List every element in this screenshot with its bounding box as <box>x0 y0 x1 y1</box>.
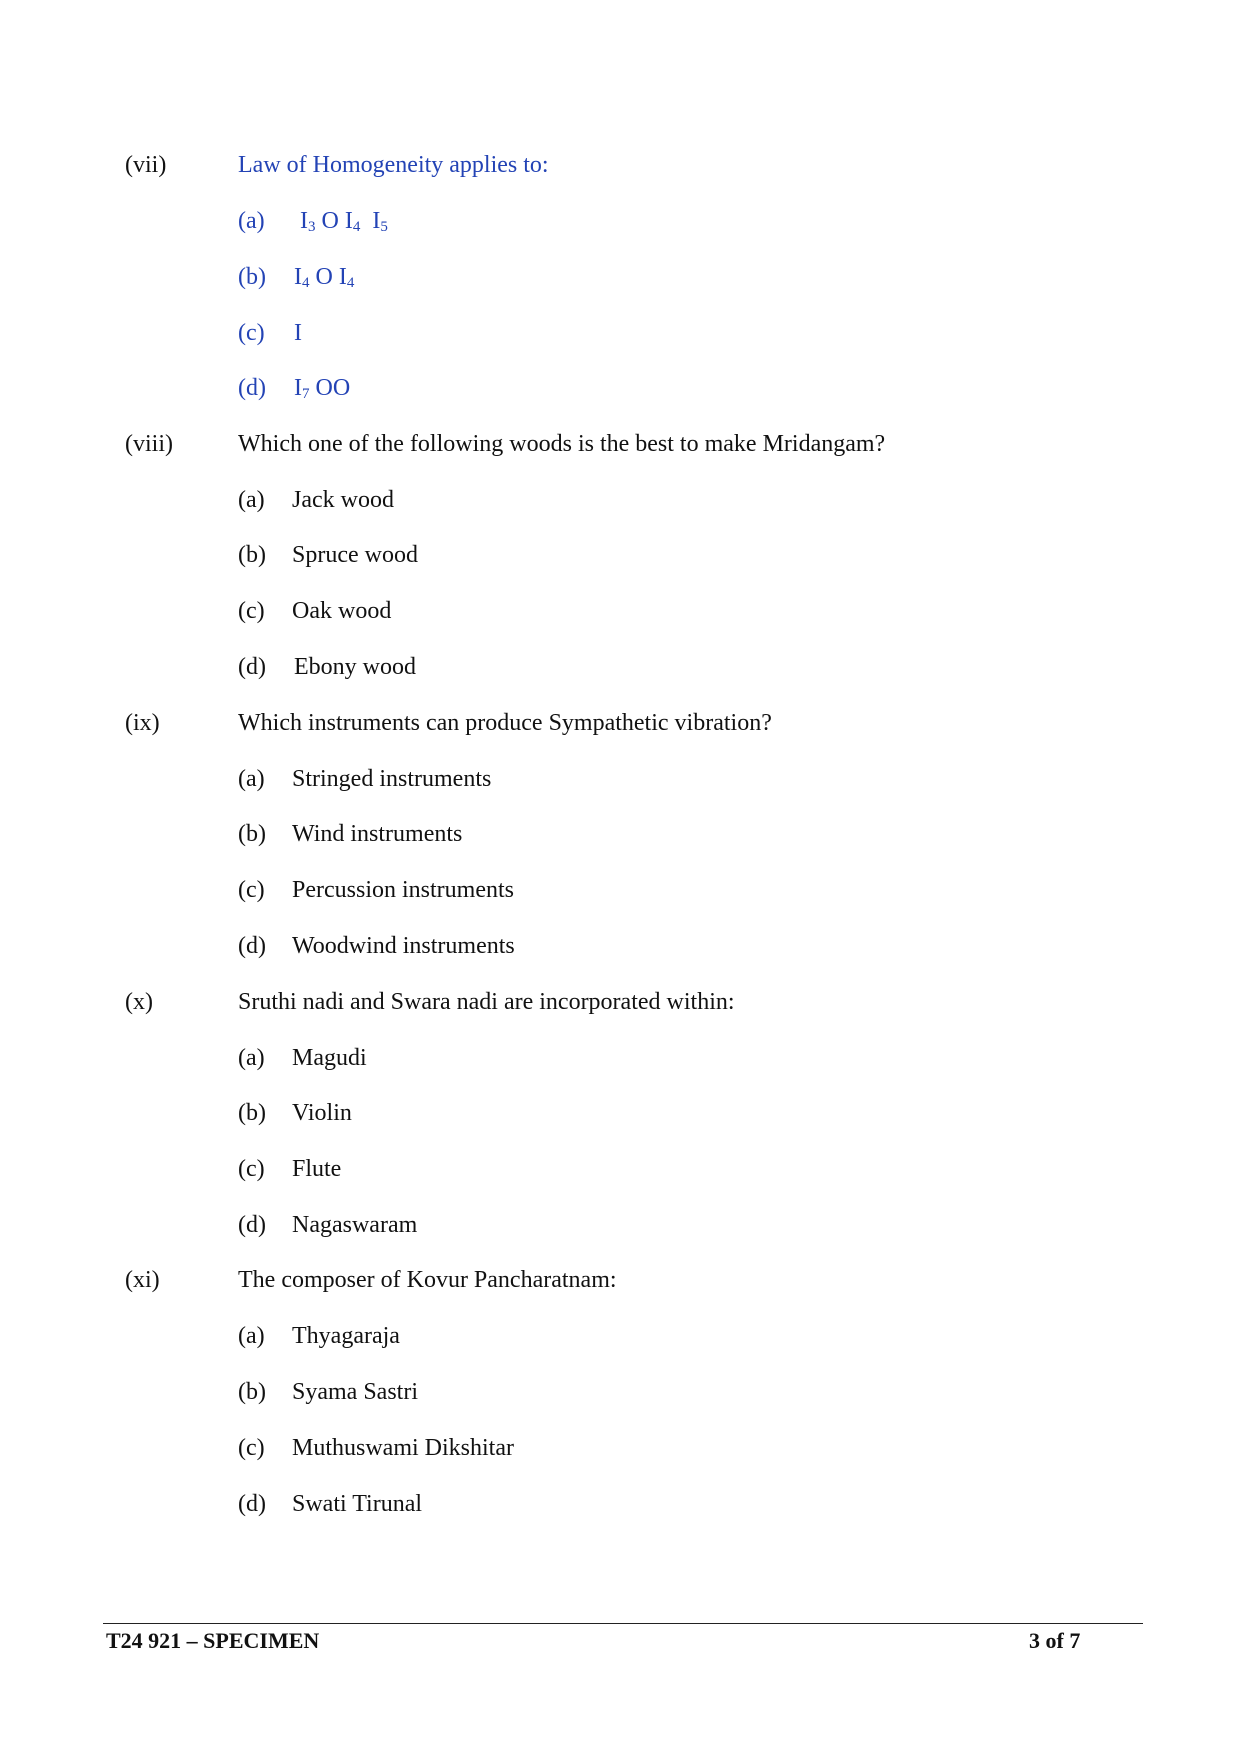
option-text: Muthuswami Dikshitar <box>292 1435 514 1461</box>
option-label: (a) <box>238 1045 265 1071</box>
question-text: Which instruments can produce Sympathetic vibration? <box>238 710 772 736</box>
option-text: I <box>294 320 302 346</box>
option-label: (d) <box>238 933 266 959</box>
option-label: (c) <box>238 1156 265 1182</box>
option-label: (d) <box>238 654 266 680</box>
question-number: (vii) <box>125 152 167 178</box>
question-number: (ix) <box>125 710 160 736</box>
option-label: (b) <box>238 264 266 290</box>
option-label: (d) <box>238 375 266 401</box>
option-text: $I_4$ O $I_4$ <box>294 264 355 291</box>
question-number: (x) <box>125 989 153 1015</box>
option-text: $I_7$ OO <box>294 375 351 402</box>
option-label: (b) <box>238 542 266 568</box>
option-text: Thyagaraja <box>292 1323 400 1349</box>
option-text: $I_3$ O $I_4$ $I_5$ <box>300 208 388 235</box>
footer-divider <box>103 1623 1143 1624</box>
option-text: Oak wood <box>292 598 392 624</box>
option-text: Violin <box>292 1100 352 1126</box>
option-text: Wind instruments <box>292 821 463 847</box>
option-label: (c) <box>238 877 265 903</box>
option-text: Jack wood <box>292 487 394 513</box>
option-label: (c) <box>238 598 265 624</box>
option-text: Magudi <box>292 1045 367 1071</box>
option-text: Nagaswaram <box>292 1212 418 1238</box>
option-text: Spruce wood <box>292 542 418 568</box>
question-text: The composer of Kovur Pancharatnam: <box>238 1267 617 1293</box>
question-number: (xi) <box>125 1267 160 1293</box>
option-label: (a) <box>238 487 265 513</box>
footer-paper-code: T24 921 – SPECIMEN <box>106 1628 320 1653</box>
option-label: (c) <box>238 320 265 346</box>
option-text: Ebony wood <box>294 654 416 680</box>
option-text: Woodwind instruments <box>292 933 515 959</box>
option-text: Percussion instruments <box>292 877 514 903</box>
option-text: Flute <box>292 1156 342 1182</box>
option-label: (b) <box>238 1379 266 1405</box>
option-label: (c) <box>238 1435 265 1461</box>
option-label: (d) <box>238 1491 266 1517</box>
option-text: Swati Tirunal <box>292 1491 423 1517</box>
option-label: (a) <box>238 208 265 234</box>
question-number: (viii) <box>125 431 173 457</box>
option-label: (d) <box>238 1212 266 1238</box>
option-label: (b) <box>238 821 266 847</box>
footer-page-number: 3 of 7 <box>1029 1628 1081 1653</box>
option-text: Syama Sastri <box>292 1379 418 1405</box>
option-label: (b) <box>238 1100 266 1126</box>
question-text: Law of Homogeneity applies to: <box>238 152 549 178</box>
option-label: (a) <box>238 1323 265 1349</box>
option-label: (a) <box>238 766 265 792</box>
question-text: Which one of the following woods is the best to make Mridangam? <box>238 431 886 457</box>
question-text: Sruthi nadi and Swara nadi are incorporated within: <box>238 989 735 1015</box>
option-text: Stringed instruments <box>292 766 492 792</box>
